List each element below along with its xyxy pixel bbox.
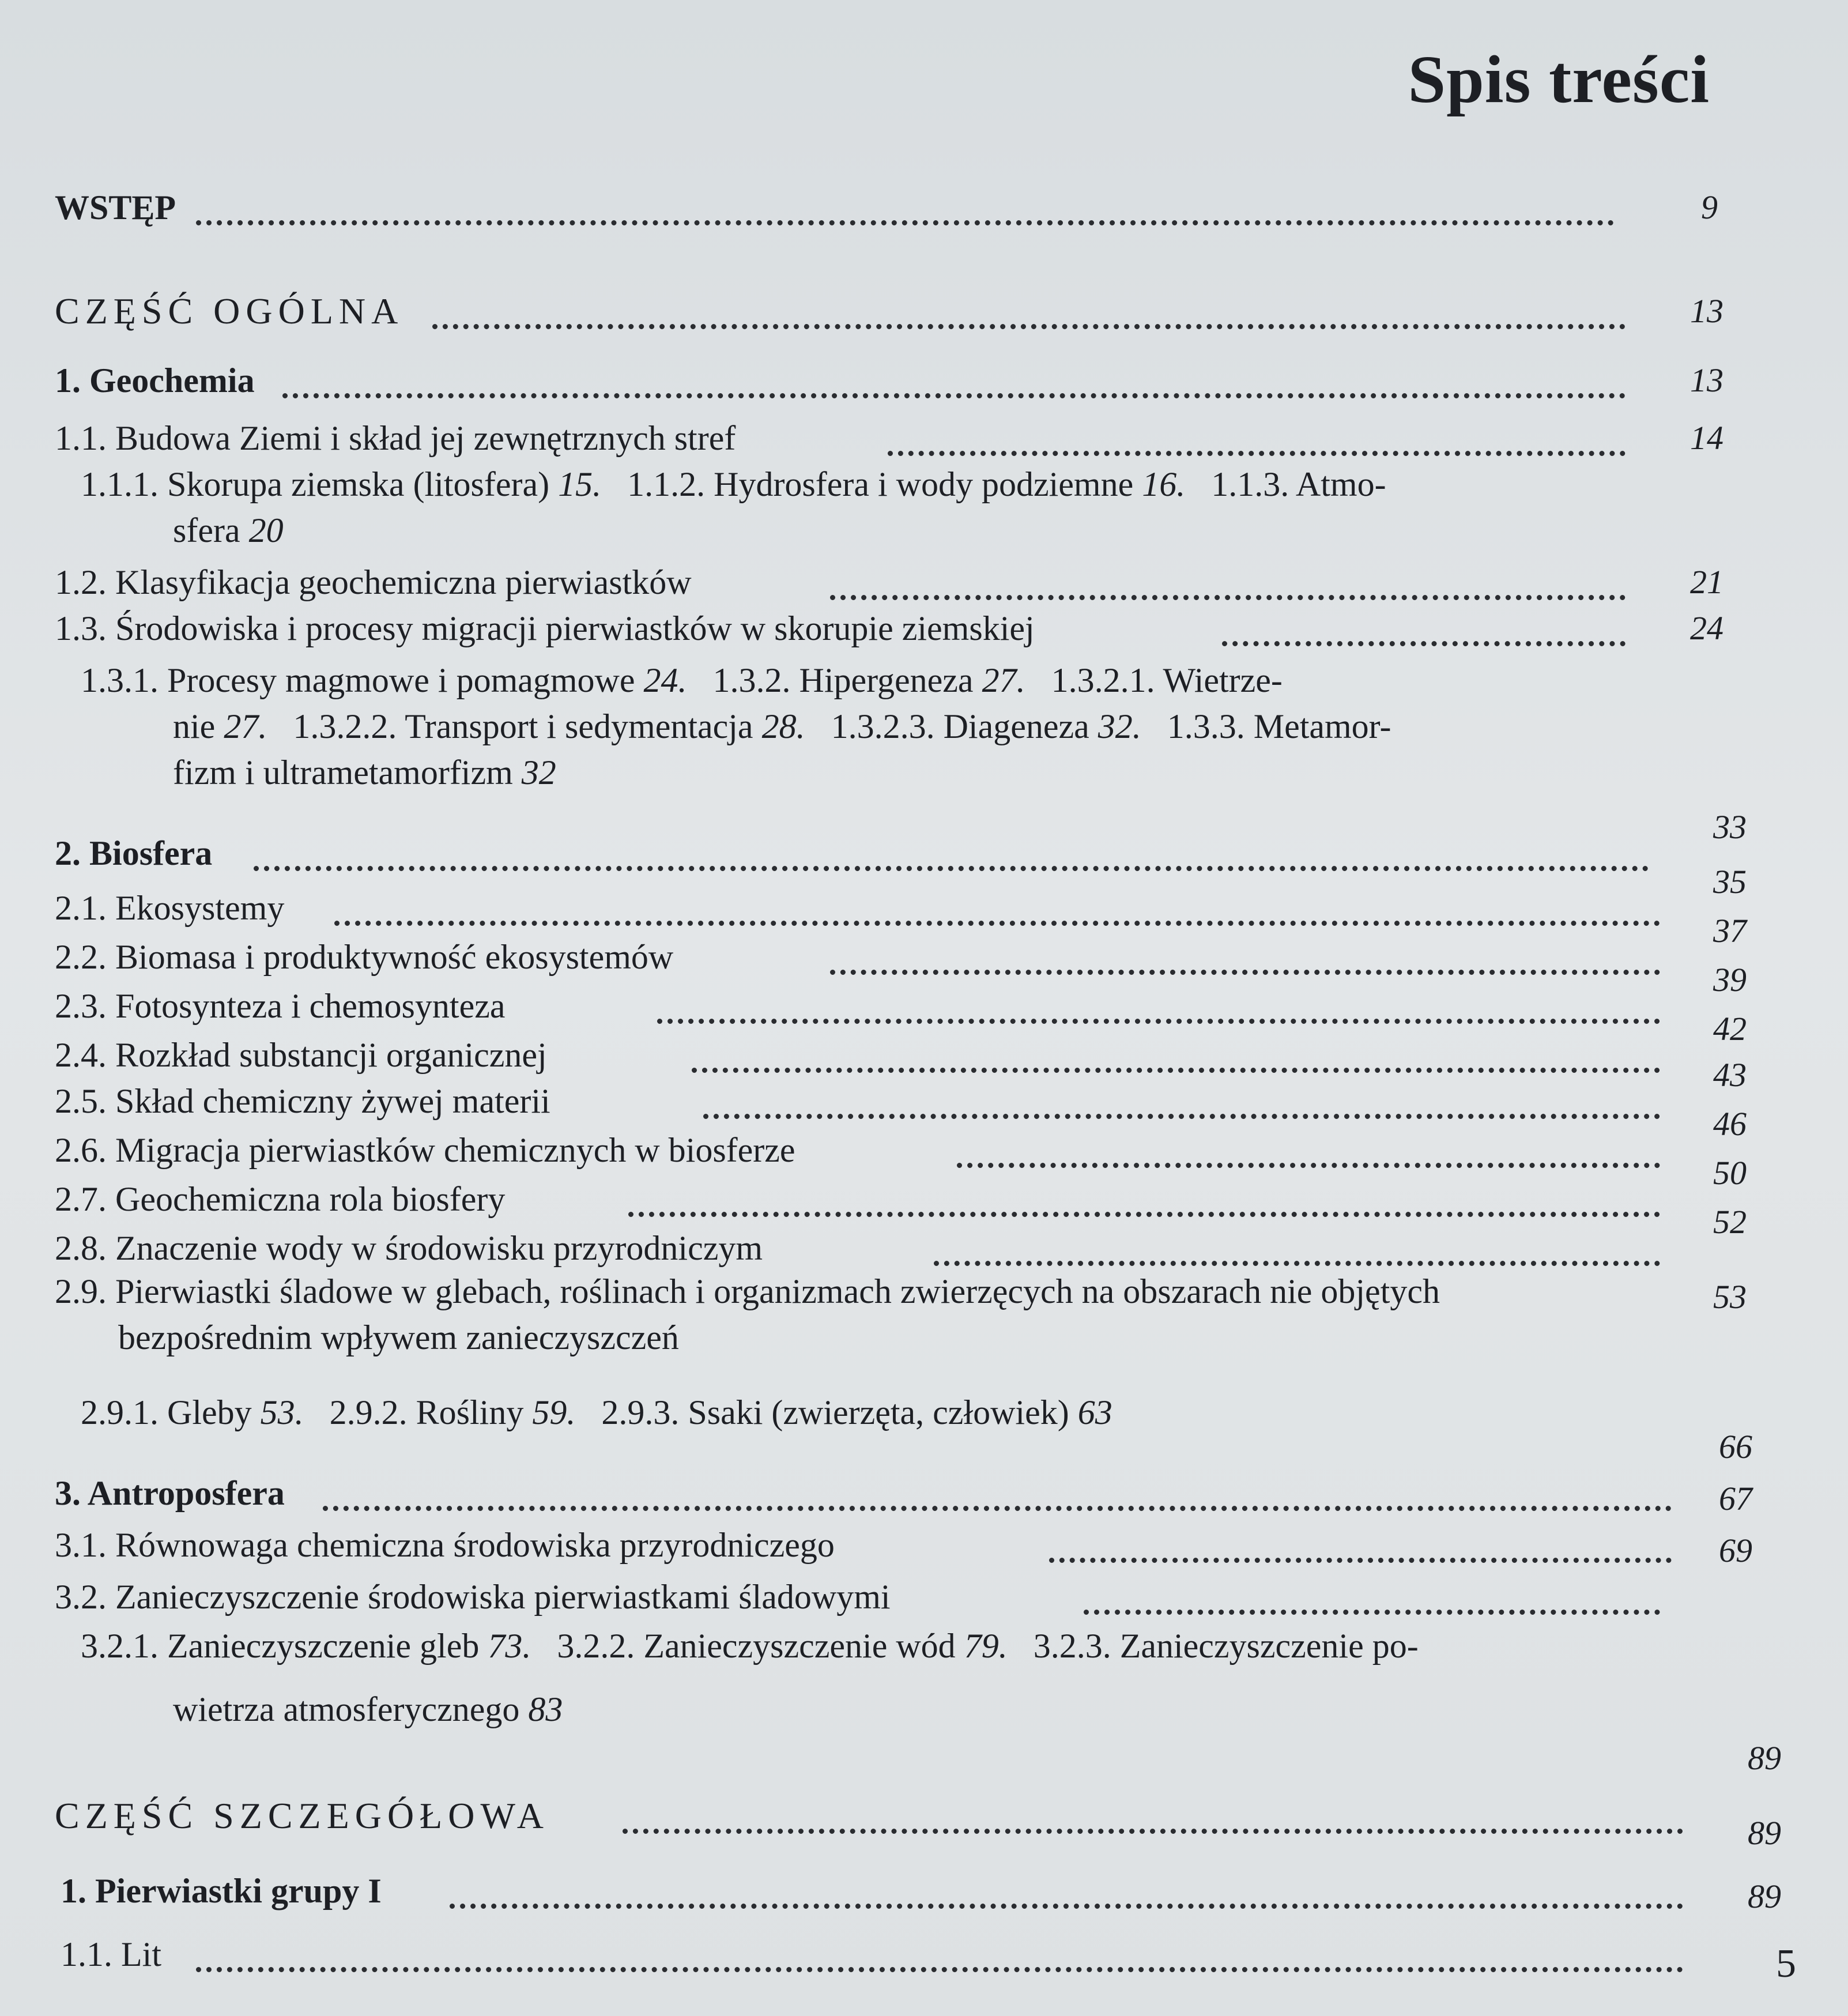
- subentries-291: [81, 1389, 1112, 1435]
- sub-page: 27.: [224, 707, 267, 745]
- entry-label: 3.1. Równowaga chemiczna środowiska przyrodniczego: [55, 1526, 835, 1564]
- entry-label: 1.3. Środowiska i procesy migracji pierwiastków w skorupie ziemskiej: [55, 609, 1035, 647]
- leader-dots: [1222, 634, 1626, 646]
- sub-page: 83: [528, 1690, 563, 1728]
- sub-text: wietrza atmosferycznego: [173, 1690, 520, 1728]
- subentries-321-cont: [173, 1686, 563, 1732]
- entry-label: WSTĘP: [55, 189, 176, 227]
- entry-page: 13: [1690, 361, 1723, 399]
- entry-label: 2.5. Skład chemiczny żywej materii: [55, 1082, 550, 1120]
- leader-dots: [196, 1960, 1683, 1972]
- toc-entry: [0, 184, 1848, 236]
- entry-label: 2.2. Biomasa i produktywność ekosystemów: [55, 938, 674, 976]
- toc-entry: [0, 1010, 1848, 1084]
- toc-entry: [0, 912, 1848, 986]
- entry-label: 1.2. Klasyfikacja geochemiczna pierwiastków: [55, 563, 692, 601]
- subentries-131-cont: [173, 703, 1391, 749]
- sub-text: 1.3.3. Metamor-: [1167, 707, 1391, 745]
- sub-text: Zanieczyszczenie gleb: [167, 1627, 480, 1665]
- leader-dots: [888, 444, 1626, 456]
- sub-text: sfera: [173, 511, 240, 549]
- entry-page: 13: [1690, 292, 1723, 330]
- entry-page: 35: [1713, 863, 1747, 900]
- sub-text: 1.1.2. Hydrosfera i wody podziemne: [627, 465, 1134, 503]
- sub-text: Procesy magmowe i pomagmowe: [167, 661, 635, 699]
- entry-page: 46: [1713, 1105, 1747, 1143]
- entry-page: 9: [1701, 189, 1718, 226]
- leader-dots: [830, 588, 1626, 600]
- entry-page: 67: [1719, 1480, 1752, 1517]
- sub-page: 15.: [558, 465, 602, 503]
- toc-entry: [0, 1056, 1848, 1130]
- sub-page: 53.: [260, 1393, 304, 1431]
- entry-page: 50: [1713, 1154, 1747, 1192]
- leader-dots: [830, 963, 1660, 975]
- leader-dots: [1049, 1551, 1672, 1563]
- entry-label-cont: bezpośrednim wpływem zanieczyszczeń: [118, 1318, 679, 1356]
- entry-label: 1.1. Budowa Ziemi i skład jej zewnętrznych stref: [55, 419, 736, 457]
- entry-page: 89: [1748, 1878, 1781, 1915]
- sub-page: 27.: [982, 661, 1025, 699]
- entry-page: 21: [1690, 563, 1723, 601]
- entry-page: 66: [1719, 1428, 1752, 1465]
- sub-number: 2.9.1.: [81, 1393, 159, 1431]
- entry-page: 89: [1748, 1814, 1781, 1852]
- sub-page: 73.: [488, 1627, 531, 1665]
- toc-part: [0, 1739, 1848, 1845]
- leader-dots: [196, 213, 1614, 225]
- sub-text: fizm i ultrametamorfizm: [173, 753, 513, 792]
- entry-page: 39: [1713, 961, 1747, 998]
- sub-page: 59.: [532, 1393, 576, 1431]
- entry-page: 43: [1713, 1056, 1747, 1094]
- subentries-111-cont: [173, 507, 284, 553]
- subentries-321: [81, 1623, 1419, 1669]
- leader-dots: [692, 1061, 1660, 1073]
- entry-label: 3.2. Zanieczyszczenie środowiska pierwiastkami śladowymi: [55, 1578, 891, 1616]
- entry-label: CZĘŚĆ SZCZEGÓŁOWA: [55, 1795, 549, 1836]
- toc-entry: [0, 863, 1848, 937]
- entry-page: 33: [1713, 808, 1747, 846]
- sub-text: Skorupa ziemska (litosfera): [167, 465, 550, 503]
- sub-text: nie: [173, 707, 216, 745]
- entry-label: 2.8. Znaczenie wody w środowisku przyrodniczym: [55, 1229, 763, 1267]
- sub-text: Gleby: [167, 1393, 252, 1431]
- leader-dots: [623, 1822, 1683, 1834]
- entry-label: 2. Biosfera: [55, 834, 213, 872]
- leader-dots: [450, 1897, 1683, 1909]
- toc-chapter: [0, 357, 1848, 409]
- sub-text: 1.3.2. Hipergeneza: [712, 661, 974, 699]
- toc-entry: [0, 1268, 1848, 1320]
- sub-page: 32.: [1098, 707, 1141, 745]
- sub-page: 16.: [1142, 465, 1186, 503]
- leader-dots: [282, 386, 1626, 398]
- sub-page: 20: [248, 511, 284, 549]
- entry-label: 2.9. Pierwiastki śladowe w glebach, roślinach i organizmach zwierzęcych na obszarach nie objętych: [55, 1272, 1440, 1310]
- sub-page: 63: [1077, 1393, 1112, 1431]
- sub-page: 24.: [643, 661, 687, 699]
- toc-entry: [0, 961, 1848, 1035]
- toc-entry: [0, 415, 1848, 467]
- entry-page: 24: [1690, 609, 1723, 647]
- sub-text: 2.9.2. Rośliny: [329, 1393, 524, 1431]
- sub-page: 28.: [761, 707, 805, 745]
- toc-entry: [0, 1105, 1848, 1179]
- toc-chapter: [0, 1428, 1848, 1522]
- entry-label: 2.1. Ekosystemy: [55, 889, 285, 927]
- sub-number: 3.2.1.: [81, 1627, 159, 1665]
- entry-label: 3. Antroposfera: [55, 1474, 285, 1512]
- sub-text: 1.3.2.2. Transport i sedymentacja: [293, 707, 753, 745]
- entry-page: 37: [1713, 912, 1747, 949]
- entry-page: 53: [1713, 1278, 1747, 1316]
- leader-dots: [657, 1012, 1660, 1024]
- leader-dots: [934, 1254, 1660, 1266]
- entry-label: 2.6. Migracja pierwiastków chemicznych w biosferze: [55, 1131, 795, 1169]
- toc-entry: [0, 605, 1848, 657]
- sub-text: 2.9.3. Ssaki (zwierzęta, człowiek): [601, 1393, 1069, 1431]
- entry-label: CZĘŚĆ OGÓLNA: [55, 291, 404, 331]
- entry-label: 2.4. Rozkład substancji organicznej: [55, 1036, 547, 1074]
- subentries-131: [81, 657, 1283, 703]
- entry-label: 1. Pierwiastki grupy I: [61, 1872, 382, 1910]
- toc-part: [0, 288, 1848, 340]
- sub-text: 1.3.2.1. Wietrze-: [1051, 661, 1283, 699]
- entry-page: 69: [1719, 1532, 1752, 1569]
- subentries-111: [81, 461, 1386, 507]
- sub-text: 3.2.3. Zanieczyszczenie po-: [1033, 1627, 1419, 1665]
- toc-chapter: [0, 808, 1848, 882]
- toc-entry: [0, 559, 1848, 611]
- entry-label: 2.7. Geochemiczna rola biosfery: [55, 1180, 506, 1218]
- toc-entry: [0, 1154, 1848, 1228]
- sub-text: 3.2.2. Zanieczyszczenie wód: [557, 1627, 956, 1665]
- leader-dots: [334, 914, 1660, 926]
- entry-label: 1. Geochemia: [55, 361, 255, 400]
- subentries-131-cont2: [173, 749, 556, 796]
- page-number: 5: [1776, 1942, 1796, 1986]
- leader-dots: [1084, 1603, 1660, 1615]
- sub-number: 1.3.1.: [81, 661, 159, 699]
- leader-dots: [254, 859, 1649, 871]
- entry-page: 89: [1748, 1739, 1781, 1777]
- page-title: Spis treści: [1408, 42, 1710, 117]
- entry-label: 2.3. Fotosynteza i chemosynteza: [55, 987, 506, 1025]
- leader-dots: [628, 1205, 1660, 1217]
- entry-page: 14: [1690, 419, 1723, 457]
- entry-page: 42: [1713, 1010, 1747, 1047]
- leader-dots: [703, 1107, 1660, 1119]
- sub-text: 1.3.2.3. Diageneza: [831, 707, 1089, 745]
- entry-page: 52: [1713, 1203, 1747, 1241]
- leader-dots: [323, 1499, 1672, 1511]
- sub-number: 1.1.1.: [81, 465, 159, 503]
- entry-label: 1.1. Lit: [61, 1935, 161, 1973]
- leader-dots: [432, 317, 1626, 329]
- sub-page: 32: [521, 753, 556, 792]
- leader-dots: [957, 1156, 1660, 1168]
- sub-page: 79.: [964, 1627, 1008, 1665]
- sub-text: 1.1.3. Atmo-: [1211, 465, 1386, 503]
